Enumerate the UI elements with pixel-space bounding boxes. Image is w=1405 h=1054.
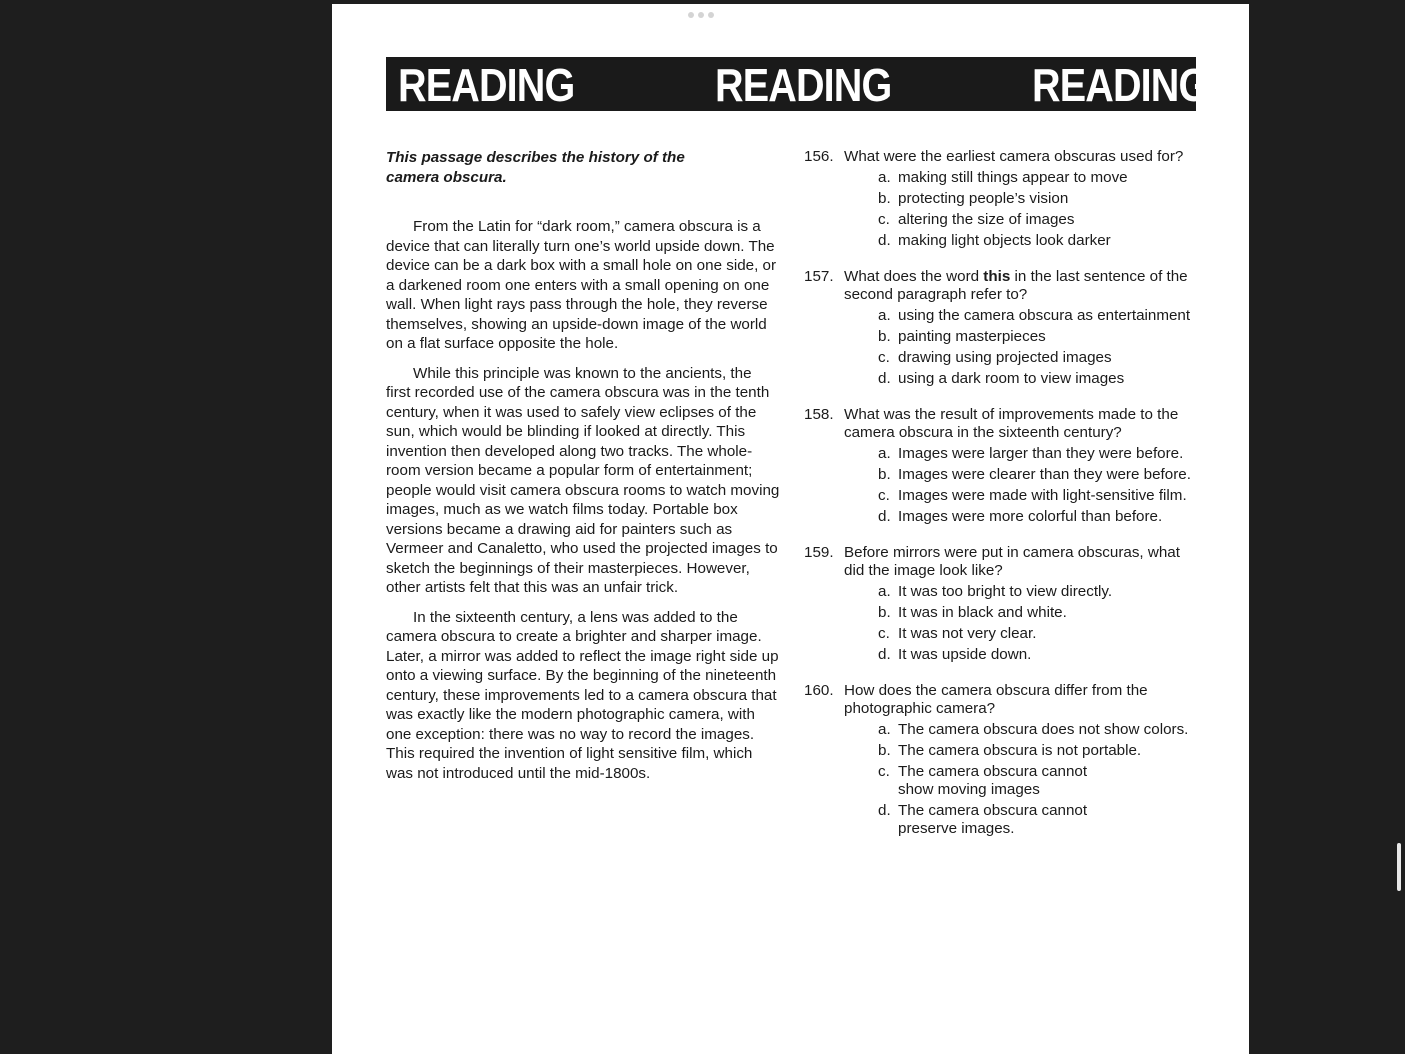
answer-choice: c. It was not very clear. <box>878 625 1037 642</box>
dot-icon <box>698 12 704 18</box>
passage <box>386 148 780 793</box>
questions-list <box>804 148 1204 856</box>
question-number: 156. <box>804 148 834 165</box>
question-156 <box>804 148 1204 250</box>
question-160 <box>804 682 1204 838</box>
page-handle-dots[interactable] <box>688 12 714 18</box>
answer-choice: d. using a dark room to view images <box>878 370 1125 387</box>
question-number: 158. <box>804 406 834 423</box>
question-number: 160. <box>804 682 834 699</box>
document-page <box>332 4 1249 1054</box>
question-text: What were the earliest camera obscuras used for? <box>844 148 1184 165</box>
answer-choice: b. painting masterpieces <box>878 328 1046 345</box>
question-159 <box>804 544 1204 664</box>
question-text: How does the camera obscura differ from the photographic camera? <box>844 682 1148 717</box>
passage-paragraph: While this principle was known to the ancients, the first recorded use of the camera obscura was in the tenth century, when it was used to safely view eclipses of the sun, which would be blinding if looked at directly. This invention then developed along two tracks. The whole-room version became a popular form of entertainment; people would visit camera obscura rooms to watch moving images, much as we watch films today. Portable box versions became a drawing aid for painters such as Vermeer and Canaletto, who used the projected images to sketch the beginnings of their masterpieces. However, other artists felt that this was an unfair trick. <box>386 364 780 596</box>
answer-choice: b. The camera obscura is not portable. <box>878 742 1142 759</box>
answer-choice: a. Images were larger than they were before. <box>878 445 1184 462</box>
answer-choice: c. The camera obscura cannot show moving images <box>878 763 1088 798</box>
answer-choice: b. protecting people’s vision <box>878 190 1069 207</box>
question-number: 157. <box>804 268 834 285</box>
question-157 <box>804 268 1204 388</box>
dot-icon <box>708 12 714 18</box>
question-number: 159. <box>804 544 834 561</box>
answer-choice: c. altering the size of images <box>878 211 1075 228</box>
answer-choice: c. Images were made with light-sensitive film. <box>878 487 1187 504</box>
banner-word: READING <box>398 59 575 111</box>
passage-paragraph: In the sixteenth century, a lens was added to the camera obscura to create a brighter and sharper image. Later, a mirror was added to reflect the image right side up onto a viewing surface. By the beginning of the nineteenth century, these improvements led to a camera obscura that was exactly like the modern photographic camera, with one exception: there was no way to record the images. This required the invention of light sensitive film, which was not introduced until the mid-1800s. <box>386 608 779 782</box>
answer-choice: d. Images were more colorful than before. <box>878 508 1163 525</box>
answer-choice: a. using the camera obscura as entertainment <box>878 307 1191 324</box>
answer-choice: d. The camera obscura cannot preserve images. <box>878 802 1088 837</box>
answer-choice: d. It was upside down. <box>878 646 1032 663</box>
answer-choice: a. It was too bright to view directly. <box>878 583 1113 600</box>
reading-banner <box>386 57 1209 111</box>
answer-choice: a. making still things appear to move <box>878 169 1128 186</box>
dot-icon <box>688 12 694 18</box>
answer-choice: b. It was in black and white. <box>878 604 1067 621</box>
answer-choice: d. making light objects look darker <box>878 232 1111 249</box>
answer-choice: c. drawing using projected images <box>878 349 1112 366</box>
scrollbar-thumb[interactable] <box>1397 843 1401 891</box>
banner-word: READING <box>715 59 892 111</box>
banner-word: READING <box>1032 59 1209 111</box>
answer-choice: b. Images were clearer than they were before. <box>878 466 1191 483</box>
question-158 <box>804 406 1204 526</box>
question-text: What was the result of improvements made to the camera obscura in the sixteenth century? <box>844 406 1179 441</box>
passage-paragraph: From the Latin for “dark room,” camera obscura is a device that can literally turn one’s world upside down. The device can be a dark box with a small hole on one side, or a darkened room one enters with a small opening on one wall. When light rays pass through the hole, they reverse themselves, showing an upside-down image of the world on a flat surface opposite the hole. <box>386 218 777 352</box>
question-text: What does the word this in the last sentence of the second paragraph refer to? <box>844 268 1188 303</box>
question-text: Before mirrors were put in camera obscuras, what did the image look like? <box>844 544 1180 579</box>
answer-choice: a. The camera obscura does not show colors. <box>878 721 1189 738</box>
passage-intro: This passage describes the history of the camera obscura. <box>386 149 685 186</box>
